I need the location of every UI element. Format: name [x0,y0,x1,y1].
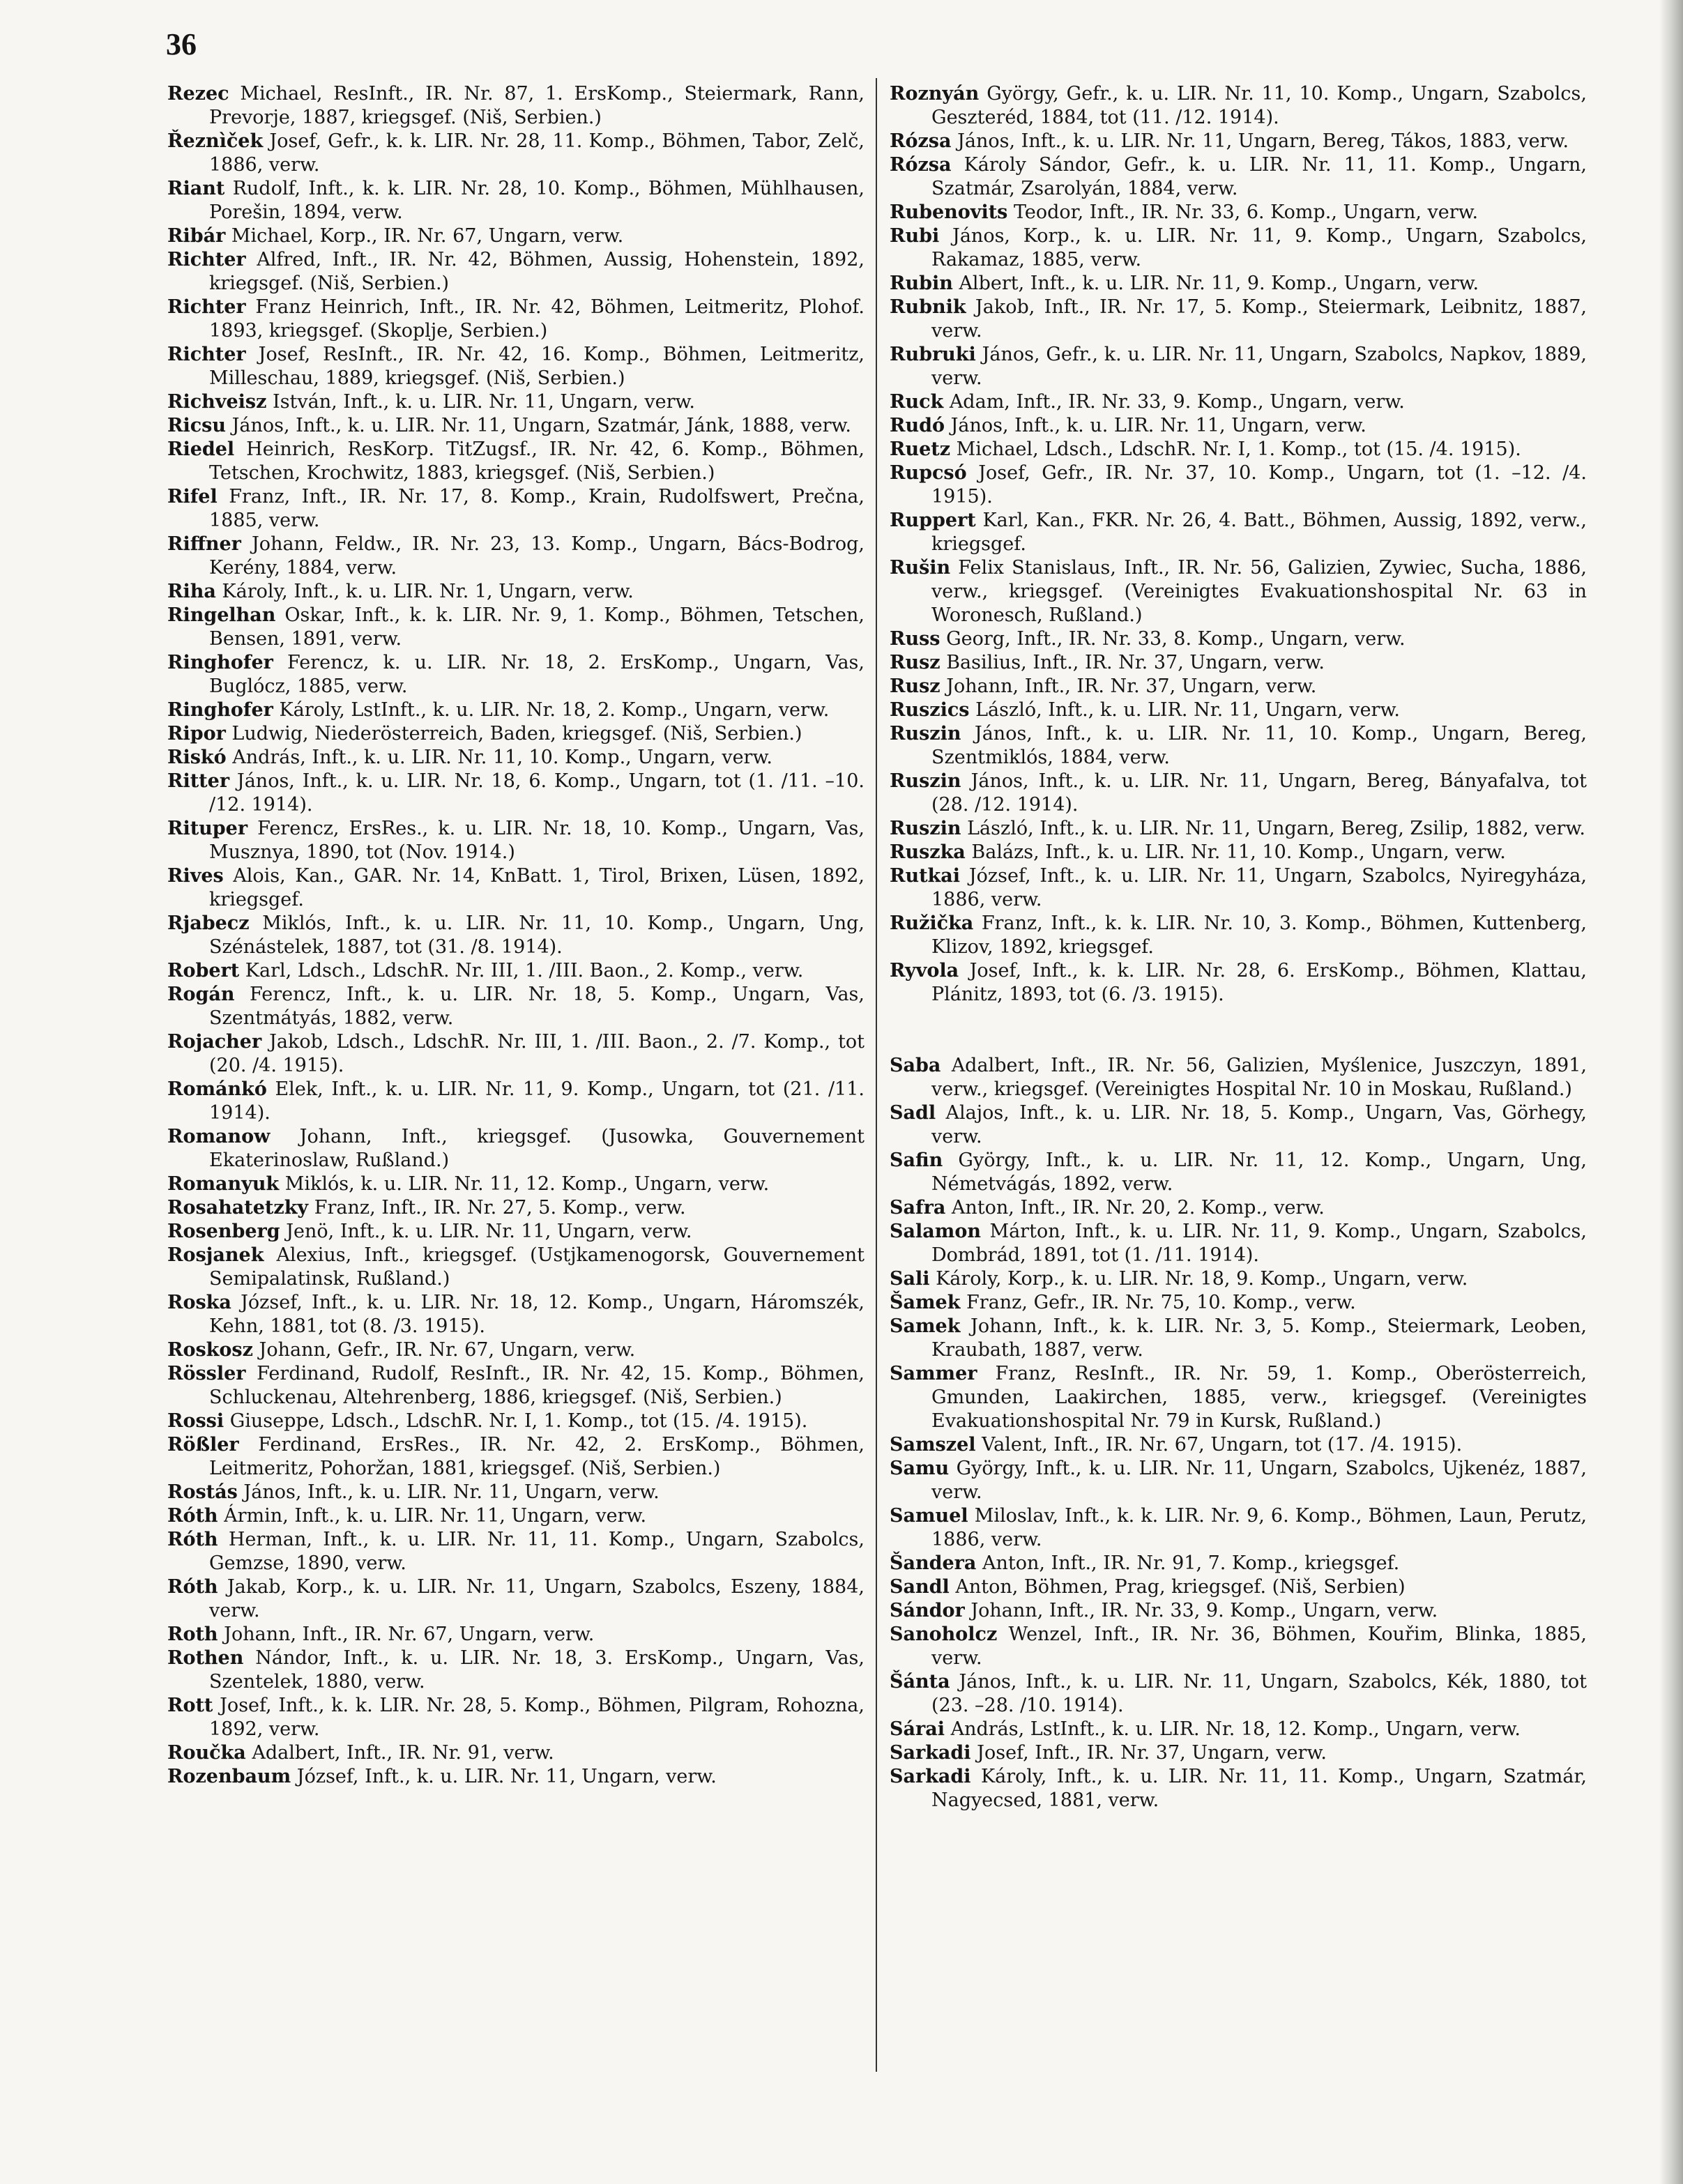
entry-surname: Ruszin [890,818,961,839]
register-entry [167,438,865,485]
entry-details: Alajos, Inft., k. u. LIR. Nr. 18, 5. Komp., Ungarn, Vas, Görhegy, verw. [931,1102,1587,1147]
entry-details: Ferencz, Inft., k. u. LIR. Nr. 18, 5. Komp., Ungarn, Vas, Szentmátyás, 1882, verw. [209,984,865,1029]
entry-surname: Sárai [890,1718,945,1740]
entry-surname: Samek [890,1315,961,1337]
entry-details: János, Inft., k. u. LIR. Nr. 18, 6. Komp., Ungarn, tot (1. /11. –10. /12. 1914). [209,770,865,816]
entry-details: János, Inft., k. u. LIR. Nr. 11, Ungarn, verw. [243,1481,660,1503]
entry-details: Teodor, Inft., IR. Nr. 33, 6. Komp., Ungarn, verw. [1013,201,1479,223]
entry-details: Karl, Ldsch., LdschR. Nr. III, 1. /III. Baon., 2. Komp., verw. [245,960,804,982]
entry-surname: Róth [167,1529,218,1550]
entry-surname: Rušin [890,557,951,579]
entry-details: András, LstInft., k. u. LIR. Nr. 18, 12. Komp., Ungarn, verw. [950,1718,1521,1740]
entry-surname: Samszel [890,1434,976,1456]
register-entry [167,1244,865,1291]
register-entry [167,343,865,390]
entry-details: Heinrich, ResKorp. TitZugsf., IR. Nr. 42, 6. Komp., Böhmen, Tetschen, Krochwitz, 1883, kriegsgef. (Niš, Serbien.) [209,438,865,484]
entry-surname: Ruszics [890,699,970,721]
entry-details: János, Inft., k. u. LIR. Nr. 11, Ungarn, Szatmár, Jánk, 1888, verw. [231,415,852,436]
entry-details: Johann, Feldw., IR. Nr. 23, 13. Komp., Ungarn, Bács-Bodrog, Kerény, 1884, verw. [209,533,865,579]
entry-surname: Ruszin [890,770,961,792]
entry-details: János, Inft., k. u. LIR. Nr. 11, Ungarn, Szabolcs, Kék, 1880, tot (23. –28. /10. 1914). [931,1671,1587,1716]
entry-details: György, Inft., k. u. LIR. Nr. 11, 12. Komp., Ungarn, Ung, Németvágás, 1892, verw. [931,1150,1587,1195]
register-entry [890,817,1587,841]
register-entry [167,1196,865,1220]
entry-details: Károly, LstInft., k. u. LIR. Nr. 18, 2. Komp., Ungarn, verw. [279,699,830,721]
entry-details: Oskar, Inft., k. k. LIR. Nr. 9, 1. Komp., Böhmen, Tetschen, Bensen, 1891, verw. [209,604,865,650]
entry-details: Adalbert, Inft., IR. Nr. 56, Galizien, Myślenice, Juszczyn, 1891, verw., kriegsgef. (Vereinigtes Hospital Nr. 10 in Moskau, Rußland.) [931,1055,1587,1100]
register-entry [890,272,1587,296]
entry-surname: Sarkadi [890,1742,971,1764]
entry-surname: Rubnik [890,296,966,318]
register-entry [890,1267,1587,1291]
entry-details: Károly, Korp., k. u. LIR. Nr. 18, 9. Komp., Ungarn, verw. [936,1268,1468,1290]
entry-surname: Řeznìček [167,130,264,152]
entry-details: Károly, Inft., k. u. LIR. Nr. 11, 11. Komp., Ungarn, Szatmár, Nagyecsed, 1881, verw. [931,1766,1587,1811]
register-entry [167,1291,865,1338]
entry-details: Jakab, Korp., k. u. LIR. Nr. 11, Ungarn, Szabolcs, Eszeny, 1884, verw. [209,1576,865,1621]
page-edge-shadow [1659,0,1683,2184]
entry-details: Jakob, Inft., IR. Nr. 17, 5. Komp., Steiermark, Leibnitz, 1887, verw. [931,296,1587,342]
register-entry [167,817,865,864]
entry-surname: Safra [890,1197,946,1219]
entry-surname: Riskó [167,747,227,768]
entry-surname: Sandl [890,1576,950,1598]
entry-surname: Riant [167,178,225,199]
register-entry [890,698,1587,722]
entry-surname: Rudó [890,415,945,436]
entry-details: Ferdinand, Rudolf, ResInft., IR. Nr. 42, 15. Komp., Böhmen, Schluckenau, Altehrenberg, 1886, kriegsgef. (Niš, Serbien.) [209,1363,865,1408]
entry-details: Valent, Inft., IR. Nr. 67, Ungarn, tot (17. /4. 1915). [982,1434,1463,1456]
entry-details: Michael, Korp., IR. Nr. 67, Ungarn, verw. [231,225,624,247]
entry-surname: Ripor [167,723,226,744]
entry-surname: Rosenberg [167,1221,280,1242]
entry-details: György, Inft., k. u. LIR. Nr. 11, Ungarn, Szabolcs, Ujkenéz, 1887, verw. [931,1458,1587,1503]
page-number: 36 [166,27,197,61]
entry-surname: Richter [167,249,246,270]
entry-details: Johann, Inft., k. k. LIR. Nr. 3, 5. Komp., Steiermark, Leoben, Kraubath, 1887, verw. [931,1315,1587,1361]
entry-surname: Salamon [890,1221,981,1242]
entry-details: Johann, Inft., IR. Nr. 67, Ungarn, verw. [224,1624,595,1645]
register-entry [167,1338,865,1362]
entry-surname: Rupcsó [890,462,967,484]
register-entry [890,627,1587,651]
register-entry [167,912,865,959]
entry-surname: Richter [167,344,246,365]
entry-surname: Roznyán [890,83,980,105]
entry-surname: Rossi [167,1410,224,1432]
register-entry [167,82,865,130]
register-entry [167,1220,865,1244]
register-entry [890,224,1587,272]
entry-surname: Ruppert [890,510,976,531]
entry-surname: Sarkadi [890,1766,971,1787]
register-entry [167,1125,865,1173]
entry-details: Anton, Böhmen, Prag, kriegsgef. (Niš, Serbien) [955,1576,1406,1598]
entry-details: Anton, Inft., IR. Nr. 20, 2. Komp., verw. [951,1197,1325,1219]
entry-surname: Sali [890,1268,930,1290]
entry-surname: Románkó [167,1078,267,1100]
register-entry [167,983,865,1030]
entry-surname: Riedel [167,438,235,460]
register-entry [890,201,1587,224]
entry-surname: Ringelhan [167,604,276,626]
register-entry [167,485,865,533]
entry-surname: Roskosz [167,1339,253,1361]
entry-details: Jakob, Ldsch., LdschR. Nr. III, 1. /III. Baon., 2. /7. Komp., tot (20. /4. 1915). [209,1031,865,1076]
entry-details: András, Inft., k. u. LIR. Nr. 11, 10. Komp., Ungarn, verw. [232,747,772,768]
entry-surname: Richveisz [167,391,267,413]
entry-surname: Šamek [890,1292,961,1313]
entry-details: Ferencz, k. u. LIR. Nr. 18, 2. ErsKomp., Ungarn, Vas, Buglócz, 1885, verw. [209,652,865,697]
register-entry [890,509,1587,556]
register-entry [890,1101,1587,1149]
entry-details: Michael, ResInft., IR. Nr. 87, 1. ErsKomp., Steiermark, Rann, Prevorje, 1887, kriegsgef. (Niš, Serbien.) [209,83,865,128]
entry-details: János, Inft., k. u. LIR. Nr. 11, 10. Komp., Ungarn, Bereg, Szentmiklós, 1884, verw. [931,723,1587,768]
entry-surname: Rothen [167,1647,244,1669]
entry-details: Ferdinand, ErsRes., IR. Nr. 42, 2. ErsKomp., Böhmen, Leitmeritz, Pohoržan, 1881, kriegsgef. (Niš, Serbien.) [209,1434,865,1479]
entry-surname: Samuel [890,1505,968,1527]
entry-details: Miklós, k. u. LIR. Nr. 11, 12. Komp., Ungarn, verw. [284,1173,770,1195]
entry-details: Johann, Inft., kriegsgef. (Jusowka, Gouvernement Ekaterinoslaw, Rußland.) [209,1126,865,1171]
entry-details: János, Korp., k. u. LIR. Nr. 11, 9. Komp., Ungarn, Szabolcs, Rakamaz, 1885, verw. [931,225,1587,270]
entry-surname: Richter [167,296,246,318]
entry-details: Johann, Inft., IR. Nr. 33, 9. Komp., Ungarn, verw. [970,1600,1438,1621]
register-entry [890,1362,1587,1433]
entry-details: Giuseppe, Ldsch., LdschR. Nr. I, 1. Komp., tot (15. /4. 1915). [229,1410,808,1432]
register-entry [890,841,1587,864]
entry-details: Wenzel, Inft., IR. Nr. 36, Böhmen, Kouřim, Blinka, 1885, verw. [931,1624,1587,1669]
entry-details: Michael, Ldsch., LdschR. Nr. I, 1. Komp., tot (15. /4. 1915). [956,438,1521,460]
entry-details: Alois, Kan., GAR. Nr. 14, KnBatt. 1, Tirol, Brixen, Lüsen, 1892, kriegsgef. [209,865,865,910]
entry-surname: Šandera [890,1552,977,1574]
entry-details: János, Gefr., k. u. LIR. Nr. 11, Ungarn, Szabolcs, Napkov, 1889, verw. [931,344,1587,389]
entry-surname: Ruetz [890,438,951,460]
entry-details: Franz, Gefr., IR. Nr. 75, 10. Komp., verw. [966,1292,1356,1313]
register-entry [890,1670,1587,1718]
entry-details: János, Inft., k. u. LIR. Nr. 11, Ungarn, verw. [950,415,1366,436]
entry-surname: Roska [167,1292,231,1313]
entry-details: Josef, Inft., IR. Nr. 37, Ungarn, verw. [977,1742,1327,1764]
register-entry [890,153,1587,201]
register-entry [167,1694,865,1741]
entry-surname: Róth [167,1576,218,1598]
entry-surname: Rusz [890,675,940,697]
register-entry [890,390,1587,414]
register-entry [890,1599,1587,1623]
register-entry [890,1741,1587,1765]
register-entry [167,1504,865,1528]
register-entry [890,912,1587,959]
register-entry [890,1718,1587,1741]
entry-details: József, Inft., k. u. LIR. Nr. 18, 12. Komp., Ungarn, Háromszék, Kehn, 1881, tot (8. /3. 1915). [209,1292,865,1337]
entry-surname: Rituper [167,818,248,839]
entry-surname: Ryvola [890,960,959,982]
entry-surname: Rózsa [890,154,952,176]
register-entry [167,1481,865,1504]
section-spacer [890,1007,1587,1054]
entry-details: Franz, Inft., IR. Nr. 27, 5. Komp., verw. [314,1197,686,1219]
register-entry [167,1173,865,1196]
entry-surname: Rubin [890,273,953,294]
register-entry [890,1196,1587,1220]
register-entry [167,1078,865,1125]
entry-surname: Rott [167,1695,213,1716]
register-entry [167,1433,865,1481]
entry-details: János, Inft., k. u. LIR. Nr. 11, Ungarn, Bereg, Tákos, 1883, verw. [957,130,1569,152]
register-entry [890,130,1587,153]
entry-surname: Rozenbaum [167,1766,291,1787]
entry-details: Elek, Inft., k. u. LIR. Nr. 11, 9. Komp., Ungarn, tot (21. /11. 1914). [209,1078,865,1124]
register-entry [890,1315,1587,1362]
register-entry [890,1504,1587,1552]
entry-details: Adam, Inft., IR. Nr. 33, 9. Komp., Ungarn, verw. [949,391,1405,413]
register-entry [890,1575,1587,1599]
entry-surname: Rößler [167,1434,239,1456]
entry-details: János, Inft., k. u. LIR. Nr. 11, Ungarn, Bereg, Bányafalva, tot (28. /12. 1914). [931,770,1587,816]
entry-surname: Ruszin [890,723,961,744]
entry-details: Miloslav, Inft., k. k. LIR. Nr. 9, 6. Komp., Böhmen, Laun, Perutz, 1886, verw. [931,1505,1587,1550]
register-entry [890,438,1587,461]
register-entry [890,1220,1587,1267]
entry-surname: Samu [890,1458,950,1479]
entry-surname: Rojacher [167,1031,262,1053]
register-entry [890,296,1587,343]
entry-surname: Ringhofer [167,652,273,673]
entry-surname: Rosahatetzky [167,1197,309,1219]
entry-details: Jenö, Inft., k. u. LIR. Nr. 11, Ungarn, verw. [286,1221,692,1242]
entry-surname: Sammer [890,1363,977,1384]
entry-details: Ludwig, Niederösterreich, Baden, kriegsgef. (Niš, Serbien.) [231,723,802,744]
entry-details: István, Inft., k. u. LIR. Nr. 11, Ungarn, verw. [273,391,695,413]
entry-surname: Rubenovits [890,201,1008,223]
right-column [890,82,1587,1812]
register-entry [890,1552,1587,1575]
entry-surname: Rostás [167,1481,238,1503]
entry-surname: Sadl [890,1102,936,1124]
entry-details: Miklós, Inft., k. u. LIR. Nr. 11, 10. Komp., Ungarn, Ung, Szénástelek, 1887, tot (31. /8. 1914). [209,912,865,958]
register-entry [167,1765,865,1789]
register-entry [890,722,1587,770]
register-entry [890,864,1587,912]
entry-surname: Rubruki [890,344,976,365]
entry-details: Márton, Inft., k. u. LIR. Nr. 11, 9. Komp., Ungarn, Szabolcs, Dombrád, 1891, tot (1. /11. 1914). [931,1221,1587,1266]
entry-surname: Sanoholcz [890,1624,998,1645]
entry-details: Ferencz, ErsRes., k. u. LIR. Nr. 18, 10. Komp., Ungarn, Vas, Musznya, 1890, tot (Nov. 1914.) [209,818,865,863]
register-entry [167,1575,865,1623]
entry-details: Franz, ResInft., IR. Nr. 59, 1. Komp., Oberösterreich, Gmunden, Laakirchen, 1885, verw., kriegsgef. (Vereinigtes Evakuationshospital Nr. 79 in Kursk, Rußland.) [931,1363,1587,1432]
entry-surname: Saba [890,1055,941,1076]
register-entry [890,1623,1587,1670]
register-entry [167,177,865,224]
entry-details: László, Inft., k. u. LIR. Nr. 11, Ungarn, verw. [975,699,1400,721]
entry-surname: Ruszka [890,841,966,863]
entry-surname: Roučka [167,1742,246,1764]
register-entry [890,343,1587,390]
entry-surname: Rifel [167,486,218,507]
register-entry [890,1054,1587,1101]
entry-surname: Rössler [167,1363,246,1384]
register-entry [890,1291,1587,1315]
entry-details: Alexius, Inft., kriegsgef. (Ustjkamenogorsk, Gouvernement Semipalatinsk, Rußland.) [209,1244,865,1290]
entry-surname: Rezec [167,83,229,105]
entry-details: Albert, Inft., k. u. LIR. Nr. 11, 9. Komp., Ungarn, verw. [959,273,1479,294]
entry-surname: Russ [890,628,940,650]
register-entry [167,651,865,698]
entry-details: Rudolf, Inft., k. k. LIR. Nr. 28, 10. Komp., Böhmen, Mühlhausen, Porešin, 1894, verw. [209,178,865,223]
register-entry [890,556,1587,627]
entry-surname: Romanyuk [167,1173,280,1195]
column-divider [876,78,877,2072]
register-entry [167,722,865,746]
entry-details: Basilius, Inft., IR. Nr. 37, Ungarn, verw. [946,652,1325,673]
register-entry [167,864,865,912]
entry-surname: Rutkai [890,865,960,887]
entry-details: Adalbert, Inft., IR. Nr. 91, verw. [252,1742,554,1764]
register-entry [167,959,865,983]
entry-details: Ármin, Inft., k. u. LIR. Nr. 11, Ungarn, verw. [224,1505,647,1527]
register-entry [167,1528,865,1575]
entry-details: Károly, Inft., k. u. LIR. Nr. 1, Ungarn, verw. [222,581,634,602]
entry-details: Felix Stanislaus, Inft., IR. Nr. 56, Galizien, Zywiec, Sucha, 1886, verw., kriegsgef. (Vereinigtes Evakuationshospital Nr. 63 in Woronesch, Rußland.) [931,557,1587,626]
register-entry [167,224,865,248]
entry-surname: Rives [167,865,224,887]
register-entry [167,414,865,438]
entry-surname: Ricsu [167,415,226,436]
register-entry [890,1457,1587,1504]
register-entry [890,82,1587,130]
left-column [167,82,865,1789]
entry-details: Johann, Gefr., IR. Nr. 67, Ungarn, verw. [259,1339,636,1361]
register-entry [167,248,865,296]
register-entry [167,296,865,343]
entry-surname: Rusz [890,652,940,673]
entry-surname: Rogán [167,984,235,1005]
register-entry [890,461,1587,509]
entry-details: Josef, Inft., k. k. LIR. Nr. 28, 5. Komp., Böhmen, Pilgram, Rohozna, 1892, verw. [209,1695,865,1740]
entry-surname: Ribár [167,225,226,247]
entry-details: Josef, Inft., k. k. LIR. Nr. 28, 6. ErsKomp., Böhmen, Klattau, Plánitz, 1893, tot (6. /3. 1915). [931,960,1587,1005]
entry-surname: Romanow [167,1126,271,1147]
entry-surname: Ružička [890,912,974,934]
entry-surname: Ruck [890,391,944,413]
entry-details: Josef, Gefr., k. k. LIR. Nr. 28, 11. Komp., Böhmen, Tabor, Zelč, 1886, verw. [209,130,865,176]
register-entry [167,770,865,817]
register-entry [167,1362,865,1410]
register-entry [167,698,865,722]
entry-details: Herman, Inft., k. u. LIR. Nr. 11, 11. Komp., Ungarn, Szabolcs, Gemzse, 1890, verw. [209,1529,865,1574]
register-entry [890,959,1587,1007]
entry-details: József, Inft., k. u. LIR. Nr. 11, Ungarn, Szabolcs, Nyiregyháza, 1886, verw. [931,865,1587,910]
entry-details: Franz, Inft., IR. Nr. 17, 8. Komp., Krain, Rudolfswert, Prečna, 1885, verw. [209,486,865,531]
entry-details: László, Inft., k. u. LIR. Nr. 11, Ungarn, Bereg, Zsilip, 1882, verw. [967,818,1585,839]
entry-details: Karl, Kan., FKR. Nr. 26, 4. Batt., Böhmen, Aussig, 1892, verw., kriegsgef. [931,510,1587,555]
entry-surname: Safin [890,1150,943,1171]
register-entry [890,1149,1587,1196]
register-entry [890,675,1587,698]
register-entry [167,1030,865,1078]
entry-surname: Rosjanek [167,1244,264,1266]
entry-details: Johann, Inft., IR. Nr. 37, Ungarn, verw. [946,675,1317,697]
register-entry [167,746,865,770]
register-entry [167,1410,865,1433]
register-entry [890,1765,1587,1812]
register-entry [167,580,865,604]
entry-surname: Sándor [890,1600,965,1621]
register-entry [890,770,1587,817]
entry-details: Josef, ResInft., IR. Nr. 42, 16. Komp., Böhmen, Leitmeritz, Milleschau, 1889, kriegsgef. (Niš, Serbien.) [209,344,865,389]
entry-details: Franz Heinrich, Inft., IR. Nr. 42, Böhmen, Leitmeritz, Plohof. 1893, kriegsgef. (Skoplje, Serbien.) [209,296,865,342]
register-entry [167,604,865,651]
entry-details: Anton, Inft., IR. Nr. 91, 7. Komp., kriegsgef. [982,1552,1400,1574]
register-entry [890,1433,1587,1457]
entry-surname: Riha [167,581,216,602]
entry-details: Alfred, Inft., IR. Nr. 42, Böhmen, Aussig, Hohenstein, 1892, kriegsgef. (Niš, Serbien.) [209,249,865,294]
entry-surname: Róth [167,1505,218,1527]
register-entry [167,390,865,414]
register-entry [167,1647,865,1694]
register-entry [167,1623,865,1647]
entry-details: Josef, Gefr., IR. Nr. 37, 10. Komp., Ungarn, tot (1. –12. /4. 1915). [931,462,1587,507]
register-entry [890,414,1587,438]
register-entry [890,651,1587,675]
entry-details: Károly Sándor, Gefr., k. u. LIR. Nr. 11, 11. Komp., Ungarn, Szatmár, Zsarolyán, 1884, verw. [931,154,1587,199]
entry-surname: Ringhofer [167,699,273,721]
entry-details: Nándor, Inft., k. u. LIR. Nr. 18, 3. ErsKomp., Ungarn, Vas, Szentelek, 1880, verw. [209,1647,865,1693]
register-entry [167,1741,865,1765]
entry-surname: Šánta [890,1671,950,1693]
entry-details: György, Gefr., k. u. LIR. Nr. 11, 10. Komp., Ungarn, Szabolcs, Geszteréd, 1884, tot (11. /12. 1914). [931,83,1587,128]
register-entry [167,130,865,177]
entry-surname: Rózsa [890,130,952,152]
entry-details: Franz, Inft., k. k. LIR. Nr. 10, 3. Komp., Böhmen, Kuttenberg, Klizov, 1892, kriegsgef. [931,912,1587,958]
entry-details: József, Inft., k. u. LIR. Nr. 11, Ungarn, verw. [296,1766,717,1787]
entry-surname: Robert [167,960,240,982]
entry-surname: Rubi [890,225,940,247]
entry-surname: Riffner [167,533,241,555]
register-entry [167,533,865,580]
entry-surname: Rjabecz [167,912,250,934]
entry-details: Balázs, Inft., k. u. LIR. Nr. 11, 10. Komp., Ungarn, verw. [971,841,1506,863]
entry-surname: Ritter [167,770,230,792]
entry-surname: Roth [167,1624,218,1645]
entry-details: Georg, Inft., IR. Nr. 33, 8. Komp., Ungarn, verw. [946,628,1406,650]
